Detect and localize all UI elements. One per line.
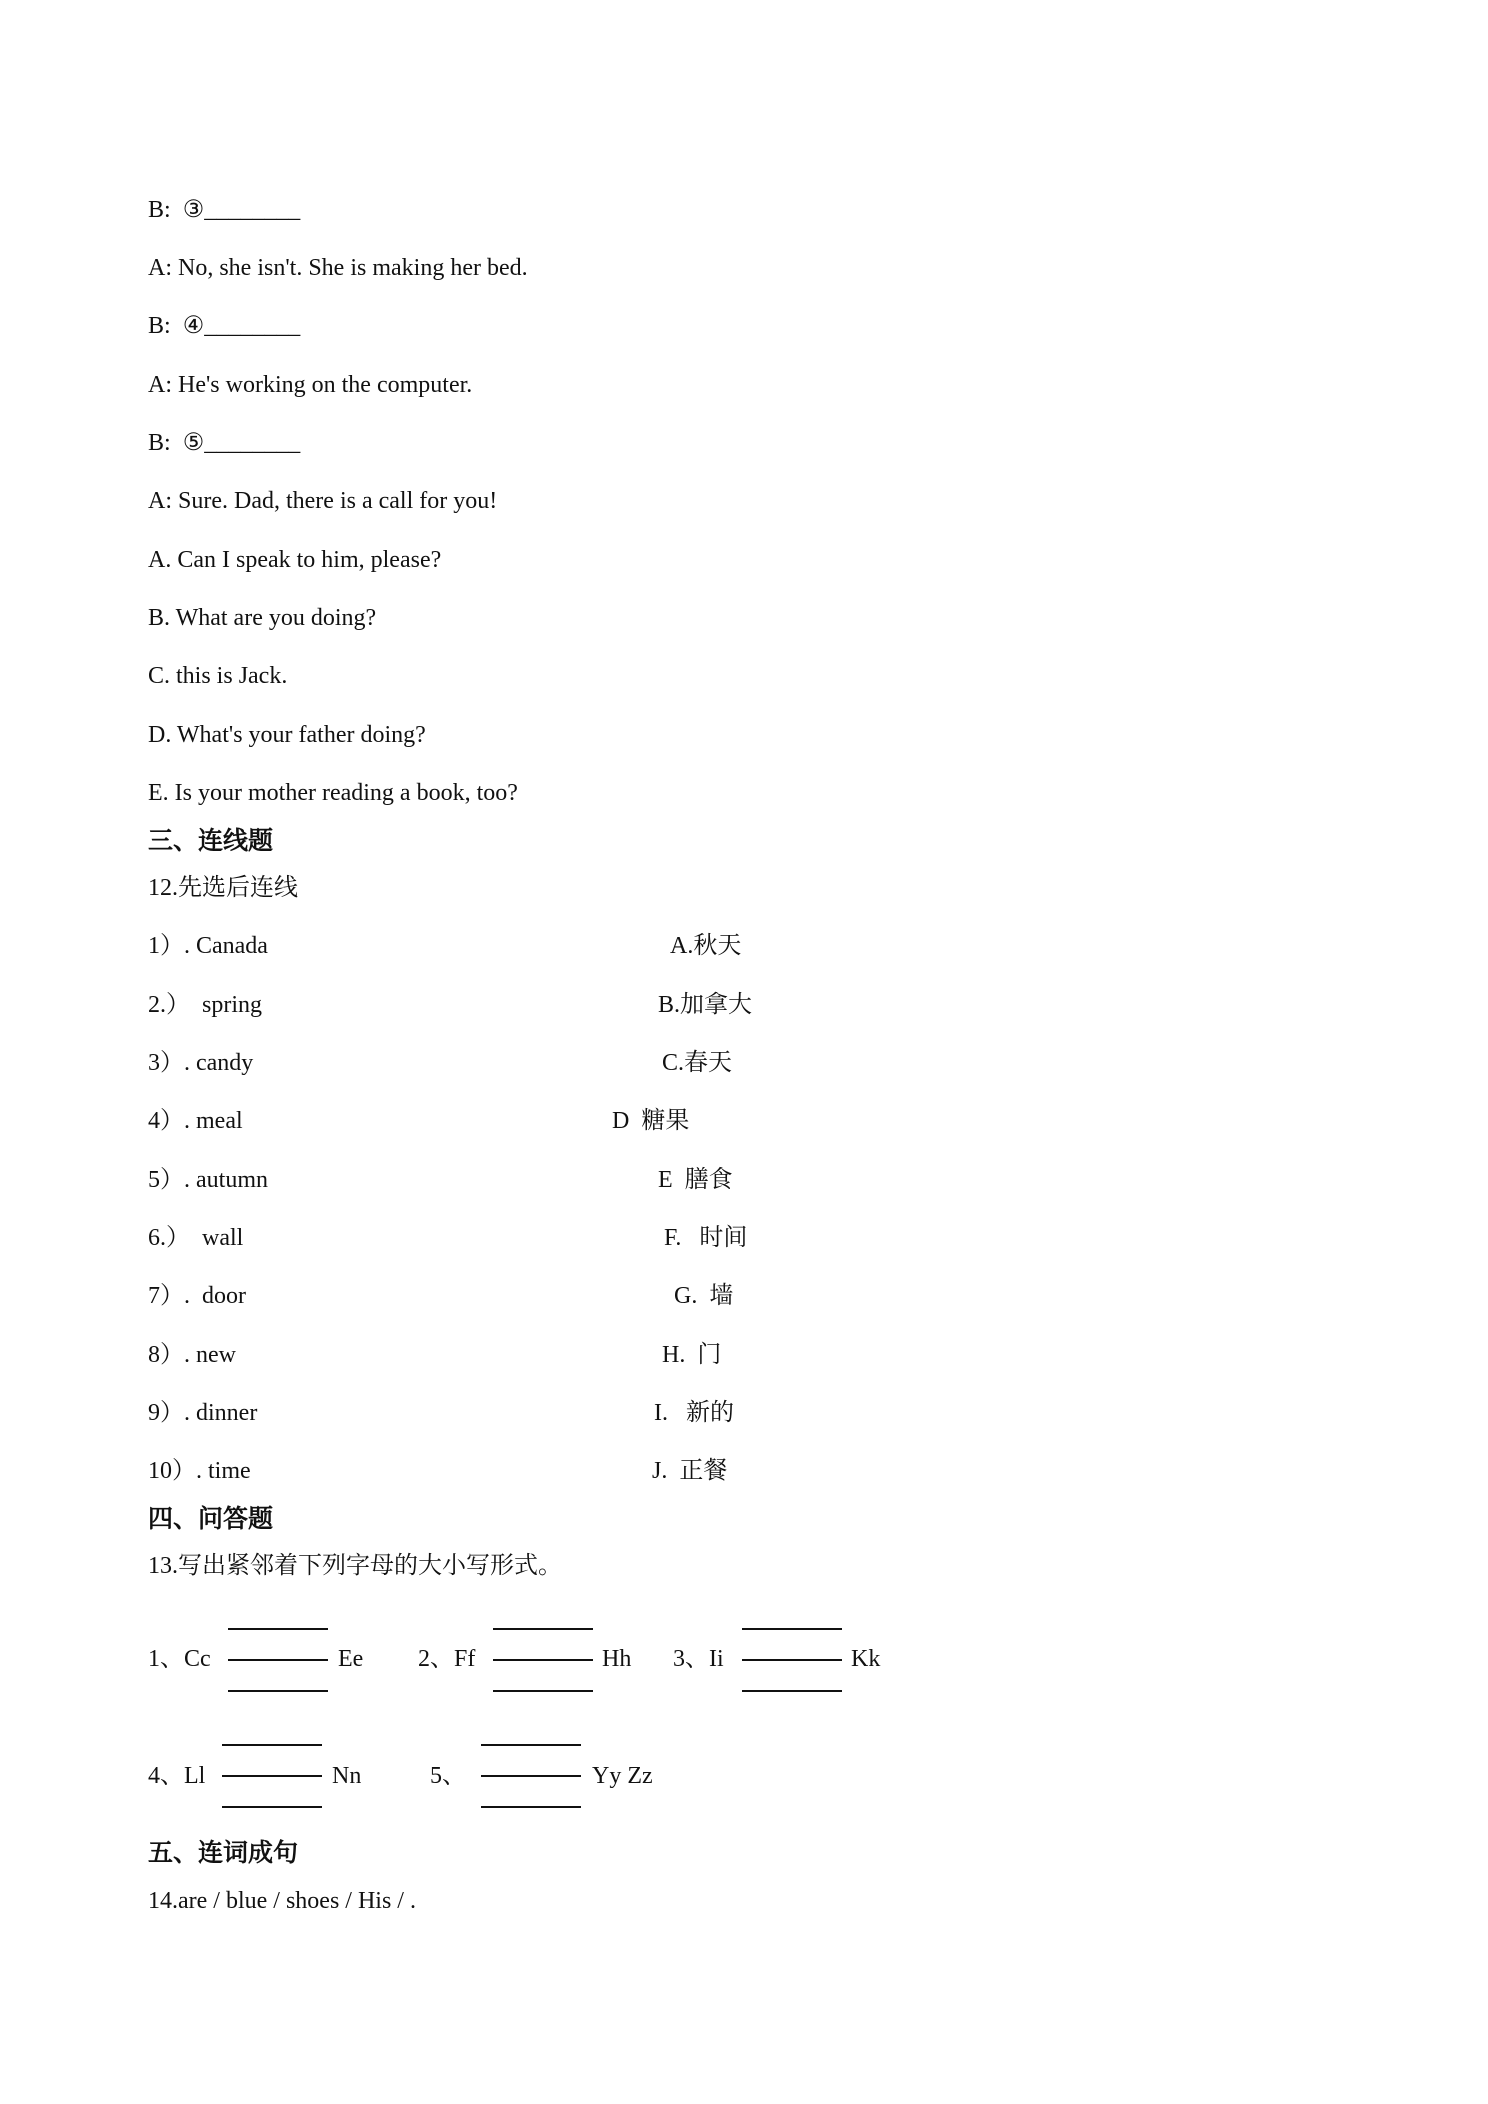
match-left-item: 8）. new <box>148 1342 236 1368</box>
letter-suffix: Yy Zz <box>592 1763 653 1789</box>
question-14-title: 14.are / blue / shoes / His / . <box>148 1888 416 1914</box>
match-left-item: 1）. Canada <box>148 933 268 959</box>
dialogue-line: A: He's working on the computer. <box>148 372 473 398</box>
match-right-item: I. 新的 <box>654 1400 734 1426</box>
match-left-item: 9）. dinner <box>148 1400 258 1426</box>
match-left-item: 5）. autumn <box>148 1167 268 1193</box>
dialogue-line: A: No, she isn't. She is making her bed. <box>148 255 528 281</box>
match-right-item: B.加拿大 <box>658 992 753 1018</box>
option-b: B. What are you doing? <box>148 605 377 631</box>
section-heading-sentence: 五、连词成句 <box>148 1838 299 1867</box>
dialogue-line: B: ④________ <box>148 313 301 339</box>
match-left-item: 4）. meal <box>148 1108 243 1134</box>
match-right-item: J. 正餐 <box>652 1458 728 1484</box>
option-e: E. Is your mother reading a book, too? <box>148 780 518 806</box>
question-13-title: 13.写出紧邻着下列字母的大小写形式。 <box>148 1553 562 1579</box>
match-right-item: A.秋天 <box>670 933 742 959</box>
match-right-item: H. 门 <box>662 1342 722 1368</box>
letter-suffix: Kk <box>851 1646 881 1672</box>
match-right-item: G. 墙 <box>674 1283 734 1309</box>
section-heading-matching: 三、连线题 <box>148 826 274 855</box>
letter-prefix: 5、 <box>430 1763 466 1789</box>
section-heading-qa: 四、问答题 <box>148 1504 274 1533</box>
option-a: A. Can I speak to him, please? <box>148 547 442 573</box>
letter-suffix: Ee <box>338 1646 364 1672</box>
match-left-item: 6.） wall <box>148 1225 244 1251</box>
dialogue-line: B: ③________ <box>148 197 301 223</box>
dialogue-line: A: Sure. Dad, there is a call for you! <box>148 488 498 514</box>
match-right-item: C.春天 <box>662 1050 733 1076</box>
letter-suffix: Hh <box>602 1646 632 1672</box>
letter-suffix: Nn <box>332 1763 362 1789</box>
match-left-item: 10）. time <box>148 1458 251 1484</box>
match-right-item: E 膳食 <box>658 1167 733 1193</box>
letter-prefix: 1、Cc <box>148 1646 211 1672</box>
option-d: D. What's your father doing? <box>148 722 426 748</box>
dialogue-line: B: ⑤________ <box>148 430 301 456</box>
match-left-item: 3）. candy <box>148 1050 254 1076</box>
letter-prefix: 2、Ff <box>418 1646 476 1672</box>
option-c: C. this is Jack. <box>148 663 288 689</box>
match-right-item: F. 时间 <box>664 1225 748 1251</box>
question-12-title: 12.先选后连线 <box>148 875 298 901</box>
match-left-item: 7）. door <box>148 1283 246 1309</box>
letter-prefix: 3、Ii <box>673 1646 724 1672</box>
match-right-item: D 糖果 <box>612 1108 690 1134</box>
match-left-item: 2.） spring <box>148 992 262 1018</box>
letter-prefix: 4、Ll <box>148 1763 206 1789</box>
